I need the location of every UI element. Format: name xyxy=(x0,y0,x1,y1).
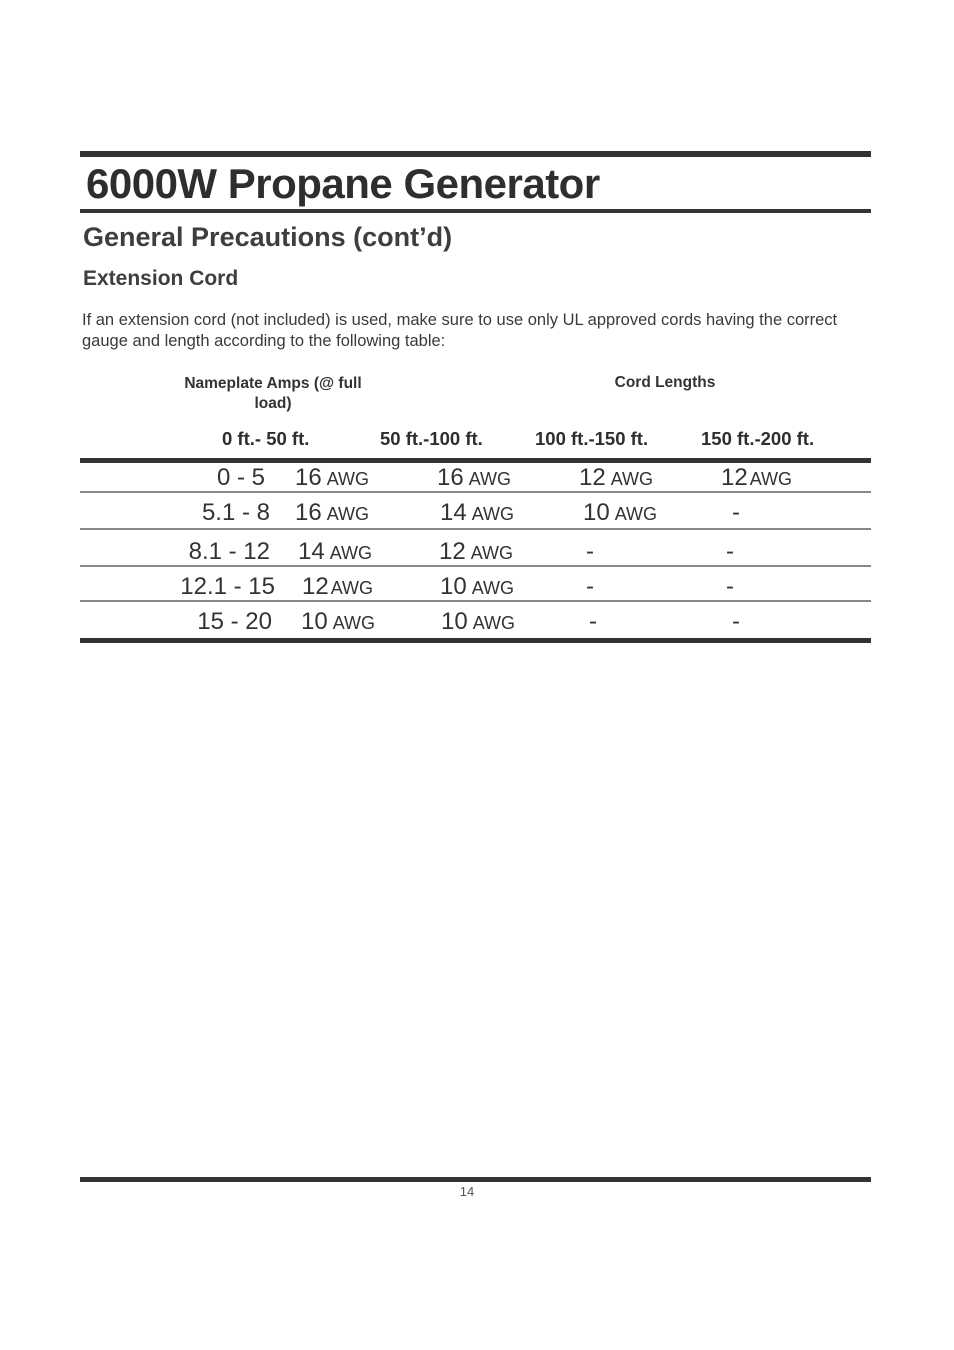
table-top-rule xyxy=(80,458,871,463)
gauge-value: 10 xyxy=(583,499,610,526)
gauge-cell xyxy=(440,573,514,601)
gauge-cell xyxy=(721,464,792,492)
gauge-unit: AWG xyxy=(332,613,376,633)
gauge-value: 16 xyxy=(295,464,322,491)
gauge-cell xyxy=(440,499,514,527)
gauge-unit: AWG xyxy=(326,504,370,524)
row-divider xyxy=(80,565,871,567)
gauge-unit: AWG xyxy=(614,504,658,524)
page-title: 6000W Propane Generator xyxy=(86,160,600,207)
gauge-cell: - xyxy=(732,499,740,526)
amps-header: Nameplate Amps (@ full load) xyxy=(184,375,362,412)
table-row xyxy=(80,538,871,574)
gauge-cell xyxy=(295,464,369,492)
row-divider xyxy=(80,600,871,602)
gauge-unit: AWG xyxy=(471,504,515,524)
page-number: 14 xyxy=(459,1184,475,1199)
amps-range: 15 - 20 xyxy=(197,608,272,635)
gauge-unit: AWG xyxy=(329,543,373,563)
column-header: 0 ft.- 50 ft. xyxy=(222,428,310,449)
gauge-cell: - xyxy=(726,538,734,565)
gauge-cell: - xyxy=(586,573,594,600)
gauge-cell xyxy=(301,608,375,636)
amps-range: 0 - 5 xyxy=(216,464,265,491)
subsection-title: Extension Cord xyxy=(83,267,239,290)
gauge-value: 12 xyxy=(721,464,748,491)
gauge-unit: AWG xyxy=(468,469,512,489)
gauge-cell xyxy=(437,464,511,492)
table-row xyxy=(80,464,871,500)
top-rule xyxy=(80,151,871,157)
footer-rule xyxy=(80,1177,871,1182)
gauge-cell: - xyxy=(589,608,597,635)
gauge-value: 14 xyxy=(440,499,467,526)
gauge-value: 10 xyxy=(301,608,328,635)
gauge-cell xyxy=(302,573,373,601)
column-header: 150 ft.-200 ft. xyxy=(701,428,815,449)
gauge-value: 16 xyxy=(295,499,322,526)
column-header: 100 ft.-150 ft. xyxy=(535,428,649,449)
gauge-value: 12 xyxy=(302,573,329,600)
gauge-unit: AWG xyxy=(470,543,514,563)
gauge-cell xyxy=(295,499,369,527)
gauge-unit: AWG xyxy=(326,469,370,489)
gauge-cell: - xyxy=(732,608,740,635)
gauge-value: 10 xyxy=(441,608,468,635)
intro-paragraph: If an extension cord (not included) is used, make sure to use only UL approved cords having the correct gauge and length according to the following table: xyxy=(82,311,838,350)
gauge-cell xyxy=(579,464,653,492)
gauge-unit: AWG xyxy=(610,469,654,489)
column-header: 50 ft.-100 ft. xyxy=(380,428,483,449)
gauge-value: 14 xyxy=(298,538,325,565)
row-divider xyxy=(80,491,871,493)
gauge-cell: - xyxy=(726,573,734,600)
gauge-cell xyxy=(583,499,657,527)
gauge-cell: - xyxy=(586,538,594,565)
title-underline xyxy=(80,209,871,213)
gauge-value: 10 xyxy=(440,573,467,600)
amps-range: 12.1 - 15 xyxy=(180,573,275,600)
gauge-unit: AWG xyxy=(330,578,374,598)
gauge-value: 12 xyxy=(579,464,606,491)
table-bottom-rule xyxy=(80,638,871,643)
gauge-unit: AWG xyxy=(749,469,793,489)
cord-lengths-header: Cord Lengths xyxy=(614,374,716,391)
amps-range: 8.1 - 12 xyxy=(188,538,270,565)
row-divider xyxy=(80,528,871,530)
gauge-cell xyxy=(441,608,515,636)
gauge-unit: AWG xyxy=(472,613,516,633)
table-row xyxy=(80,573,871,609)
gauge-cell xyxy=(439,538,513,566)
section-title: General Precautions (cont’d) xyxy=(83,222,453,252)
amps-range: 5.1 - 8 xyxy=(201,499,270,526)
gauge-value: 12 xyxy=(439,538,466,565)
gauge-unit: AWG xyxy=(471,578,515,598)
gauge-value: 16 xyxy=(437,464,464,491)
gauge-cell xyxy=(298,538,372,566)
